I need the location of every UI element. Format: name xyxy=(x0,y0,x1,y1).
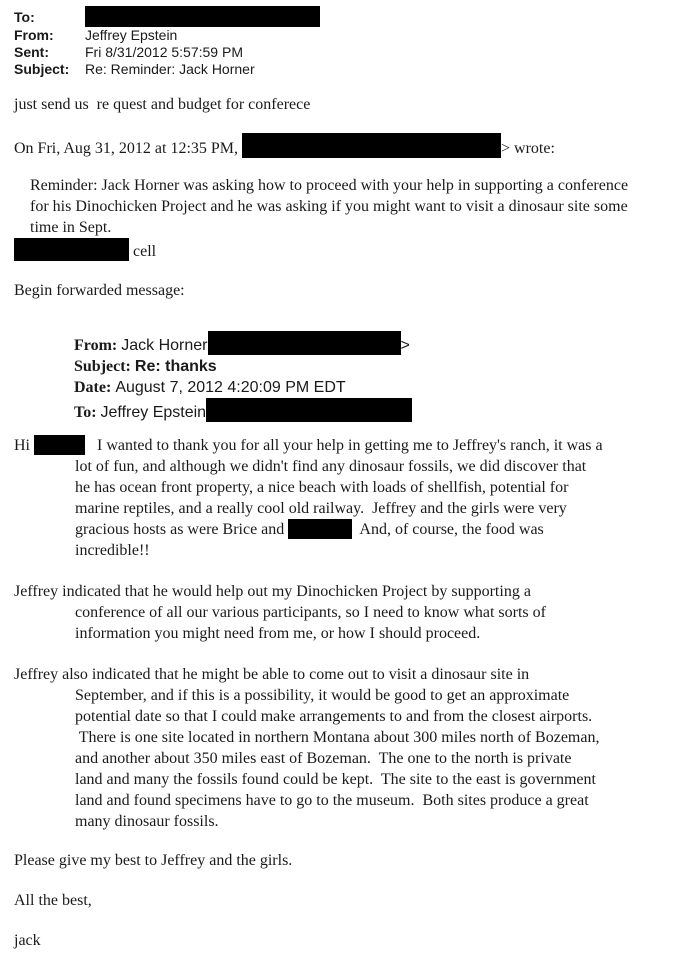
text-run: Fri 8/31/2012 5:57:59 PM xyxy=(85,44,243,60)
begin-forwarded xyxy=(14,280,694,301)
text-line xyxy=(75,602,694,623)
text-line xyxy=(14,664,694,685)
text-line xyxy=(14,133,694,159)
cell-line xyxy=(14,238,694,262)
text-line xyxy=(75,769,694,790)
redaction-bar xyxy=(34,435,85,455)
text-run: There is one site located in northern Montana about 300 miles north of Bozeman, xyxy=(75,729,600,746)
field-label: To: xyxy=(14,9,35,25)
text-run: marine reptiles, and a really cool old railway. Jeffrey and the girls were very xyxy=(75,500,567,517)
text-run: he has ocean front property, a nice beach with loads of shellfish, potential for xyxy=(75,479,569,496)
text-line xyxy=(14,890,694,911)
reminder-paragraph xyxy=(30,175,694,238)
field-value: Jack Horner xyxy=(121,337,208,354)
text-line xyxy=(75,811,694,832)
text-run: land and found specimens have to go to the museum. Both sites produce a great xyxy=(75,792,589,809)
text-line xyxy=(14,44,694,61)
text-line xyxy=(75,519,694,540)
redaction-bar xyxy=(206,398,412,422)
field-label: From: xyxy=(74,337,122,354)
redaction-bar xyxy=(85,6,320,27)
text-line xyxy=(30,196,694,217)
text-line xyxy=(74,331,694,356)
redaction-bar xyxy=(288,519,352,539)
field-value: August 7, 2012 4:20:09 PM EDT xyxy=(115,379,346,396)
text-run: for his Dinochicken Project and he was asking if you might want to visit a dinosaur site some xyxy=(30,198,628,215)
field-value: > xyxy=(400,337,410,354)
text-run: Jeffrey Epstein xyxy=(85,27,178,43)
forwarded-header xyxy=(74,331,694,423)
text-run: Jeffrey indicated that he would help out my Dinochicken Project by supporting a xyxy=(14,583,531,600)
thanks-paragraph xyxy=(14,435,694,561)
text-line xyxy=(14,27,694,44)
quote-attribution xyxy=(14,133,694,159)
redaction-bar xyxy=(242,133,501,158)
text-run: jack xyxy=(14,932,41,949)
closing-line xyxy=(14,890,694,911)
text-line xyxy=(14,850,694,871)
text-line xyxy=(14,581,694,602)
field-label: To: xyxy=(74,404,101,421)
field-value: Jeffrey Epstein xyxy=(100,404,207,421)
text-run: September, and if this is a possibility, it would be good to get an approximate xyxy=(75,687,570,704)
field-label: Subject: xyxy=(14,61,70,77)
conference-paragraph xyxy=(14,581,694,644)
text-line xyxy=(14,61,694,78)
field-label: Subject: xyxy=(74,358,135,375)
text-run: conference of all our various participants, so I need to know what sorts of xyxy=(75,604,546,621)
text-line xyxy=(75,498,694,519)
text-run: Hi xyxy=(14,437,34,454)
text-run: many dinosaur fossils. xyxy=(75,813,219,830)
text-line xyxy=(75,540,694,561)
text-line xyxy=(14,280,694,301)
text-run: Please give my best to Jeffrey and the girls. xyxy=(14,852,293,869)
text-line xyxy=(74,398,694,423)
text-line xyxy=(30,217,694,238)
text-run: incredible!! xyxy=(75,542,150,559)
text-line xyxy=(75,727,694,748)
visit-paragraph xyxy=(14,664,694,832)
text-run: gracious hosts as were Brice and xyxy=(75,521,289,538)
text-run: I wanted to thank you for all your help in getting me to Jeffrey's ranch, it was a xyxy=(85,437,603,454)
text-run: time in Sept. xyxy=(30,219,112,236)
text-run: and another about 350 miles east of Bozeman. The one to the north is private xyxy=(75,750,572,767)
text-line xyxy=(75,790,694,811)
text-line xyxy=(75,477,694,498)
text-run: cell xyxy=(129,243,157,260)
redaction-bar xyxy=(14,238,129,261)
text-line xyxy=(14,94,694,115)
text-line xyxy=(14,6,694,27)
text-run: Begin forwarded message: xyxy=(14,282,185,299)
text-line xyxy=(30,175,694,196)
field-value: Re: thanks xyxy=(134,358,217,375)
text-run: On Fri, Aug 31, 2012 at 12:35 PM, xyxy=(14,140,243,157)
reply-text xyxy=(14,94,694,115)
outlook-header xyxy=(14,6,694,78)
text-line xyxy=(14,930,694,951)
text-run: Re: Reminder: Jack Horner xyxy=(85,61,255,77)
text-line xyxy=(75,456,694,477)
text-line xyxy=(75,706,694,727)
text-run: potential date so that I could make arrangements to and from the closest airports. xyxy=(75,708,593,725)
text-run: > wrote: xyxy=(501,140,555,157)
text-run: And, of course, the food was xyxy=(352,521,544,538)
redaction-bar xyxy=(208,331,401,355)
text-line xyxy=(75,623,694,644)
field-label: Sent: xyxy=(14,44,49,60)
field-label: From: xyxy=(14,27,54,43)
text-run: All the best, xyxy=(14,892,92,909)
text-line xyxy=(74,377,694,398)
text-run: Reminder: Jack Horner was asking how to proceed with your help in supporting a conference xyxy=(30,177,629,194)
text-run: information you might need from me, or how I should proceed. xyxy=(75,625,481,642)
text-run: Jeffrey also indicated that he might be able to come out to visit a dinosaur site in xyxy=(14,666,530,683)
signature-line xyxy=(14,930,694,951)
text-run: just send us re quest and budget for conferece xyxy=(14,96,311,113)
text-line xyxy=(75,748,694,769)
text-line xyxy=(14,435,694,456)
regards-line xyxy=(14,850,694,871)
text-run: land and many the fossils found could be kept. The site to the east is government xyxy=(75,771,596,788)
text-line xyxy=(14,238,694,262)
text-line xyxy=(75,685,694,706)
email-body xyxy=(14,6,694,951)
text-line xyxy=(74,356,694,377)
field-label: Date: xyxy=(74,379,116,396)
text-run: lot of fun, and although we didn't find any dinosaur fossils, we did discover that xyxy=(75,458,587,475)
